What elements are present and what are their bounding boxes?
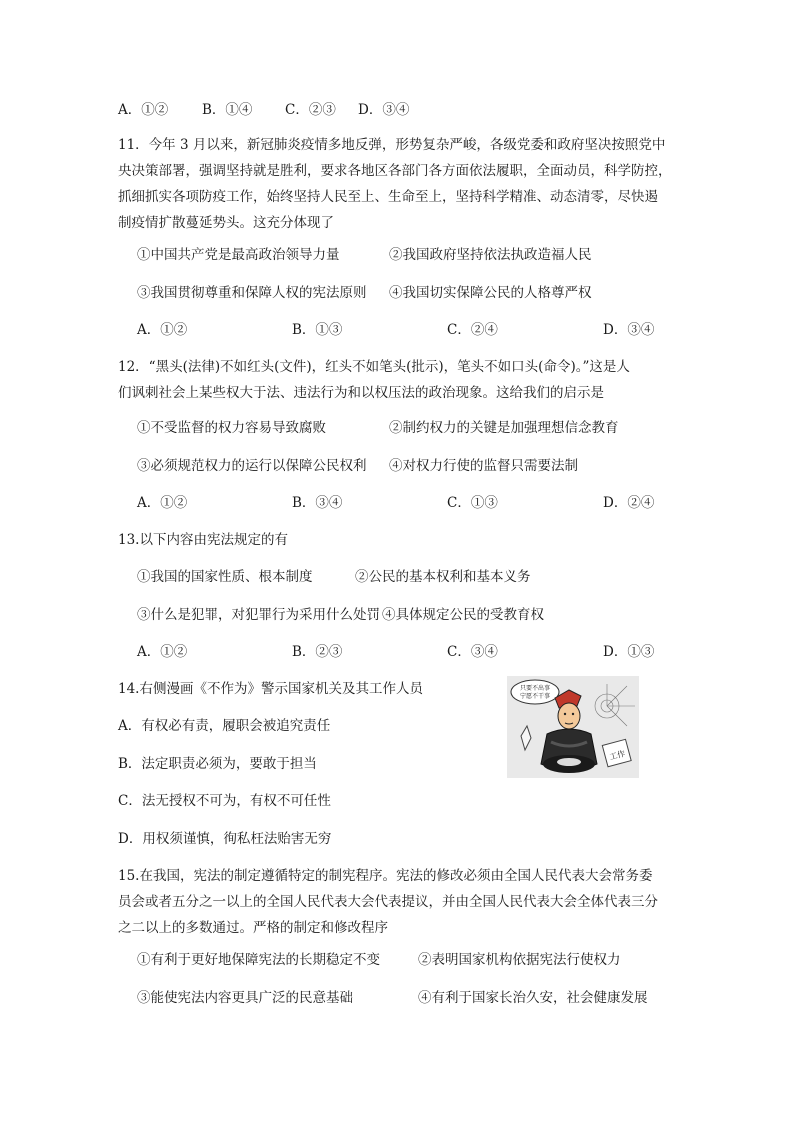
q13-option-a: A．①②: [137, 644, 188, 660]
q12-stem-line-2: 们讽刺社会上某些权大于法、违法行为和以权压法的政治现象。这给我们的启示是: [118, 385, 604, 401]
q12-statement-1: ①不受监督的权力容易导致腐败: [137, 420, 326, 436]
q13-statement-4: ④具体规定公民的受教育权: [382, 607, 544, 623]
q12-option-c: C．①③: [447, 495, 498, 511]
q11-option-c: C．②④: [447, 322, 498, 338]
q15-statement-3: ③能使宪法内容更具广泛的民意基础: [137, 990, 353, 1006]
q15-stem-line-3: 之二以上的多数通过。严格的制定和修改程序: [118, 920, 388, 936]
q12-option-d: D．②④: [603, 495, 655, 511]
q13-statement-3: ③什么是犯罪，对犯罪行为采用什么处罚: [137, 607, 380, 623]
q11-stem-line-2: 央决策部署，强调坚持就是胜利，要求各地区各部门各方面依法履职，全面动员，科学防控，: [118, 163, 672, 179]
q12-statement-3: ③必须规范权力的运行以保障公民权利: [137, 458, 367, 474]
q11-statement-3: ③我国贯彻尊重和保障人权的宪法原则: [137, 285, 367, 301]
q11-stem-line-1: 11．今年 3 月以来，新冠肺炎疫情多地反弹，形势复杂严峻，各级党委和政府坚决按照党中: [118, 137, 666, 153]
top-option-a: A．①②: [118, 102, 169, 118]
q15-stem-line-1: 15.在我国，宪法的制定遵循特定的制宪程序。宪法的修改必须由全国人民代表大会常务委: [118, 868, 653, 884]
q13-option-d: D．①③: [603, 644, 655, 660]
q12-statement-2: ②制约权力的关键是加强理想信念教育: [389, 420, 619, 436]
q11-stem-line-4: 制疫情扩散蔓延势头。这充分体现了: [118, 215, 334, 231]
q14-stem: 14.右侧漫画《不作为》警示国家机关及其工作人员: [118, 681, 423, 697]
q13-option-c: C．③④: [447, 644, 498, 660]
q11-statement-2: ②我国政府坚持依法执政造福人民: [389, 247, 592, 263]
q14-option-d: D．用权须谨慎，徇私枉法贻害无穷: [118, 831, 332, 847]
q15-statement-4: ④有利于国家长治久安，社会健康发展: [418, 990, 648, 1006]
q12-stem-line-1: 12．“黑头(法律)不如红头(文件)，红头不如笔头(批示)，笔头不如口头(命令)。”这是人: [118, 359, 630, 375]
q13-stem: 13.以下内容由宪法规定的有: [118, 532, 288, 548]
q15-statement-1: ①有利于更好地保障宪法的长期稳定不变: [137, 952, 380, 968]
q13-option-b: B．②③: [292, 644, 343, 660]
q11-option-a: A．①②: [137, 322, 188, 338]
q11-statement-1: ①中国共产党是最高政治领导力量: [137, 247, 340, 263]
cartoon-paper-label: 工作: [608, 749, 627, 762]
q11-stem-line-3: 抓细抓实各项防疫工作，始终坚持人民至上、生命至上，坚持科学精准、动态清零，尽快遏: [118, 189, 658, 205]
q11-option-b: B．①③: [292, 322, 343, 338]
q14-option-c: C．法无授权不可为，有权不可任性: [118, 793, 331, 809]
q15-stem-line-2: 员会或者五分之一以上的全国人民代表大会代表提议，并由全国人民代表大会全体代表三分: [118, 894, 658, 910]
q12-statement-4: ④对权力行使的监督只需要法制: [389, 458, 578, 474]
q14-option-b: B．法定职责必须为，要敢于担当: [118, 756, 317, 772]
q12-option-a: A．①②: [137, 495, 188, 511]
q11-option-d: D．③④: [603, 322, 655, 338]
cartoon-bubble-line-2: 宁愿不干事: [519, 693, 551, 700]
q12-option-b: B．③④: [292, 495, 343, 511]
top-option-d: D．③④: [358, 102, 410, 118]
q15-statement-2: ②表明国家机构依据宪法行使权力: [418, 952, 621, 968]
q11-statement-4: ④我国切实保障公民的人格尊严权: [389, 285, 592, 301]
cartoon-illustration: [507, 676, 639, 778]
top-option-b: B．①④: [202, 102, 253, 118]
top-option-c: C．②③: [285, 102, 336, 118]
q14-option-a: A．有权必有责，履职会被追究责任: [118, 718, 331, 734]
q13-statement-2: ②公民的基本权利和基本义务: [355, 569, 531, 585]
cartoon-bubble-line-1: 只要不出事: [519, 685, 551, 692]
q13-statement-1: ①我国的国家性质、根本制度: [137, 569, 313, 585]
